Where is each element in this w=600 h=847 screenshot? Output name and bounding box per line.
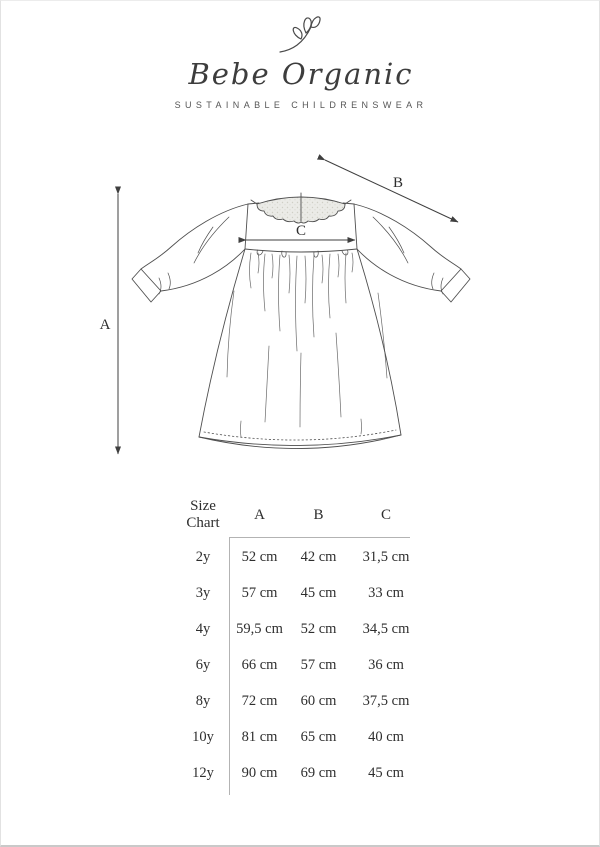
value-b-cell: 60 cm <box>300 692 337 709</box>
column-header-b: B <box>313 506 324 523</box>
value-a-cell: 66 cm <box>241 656 278 673</box>
sprig-leaf-icon <box>277 13 323 55</box>
size-cell: 6y <box>195 656 211 673</box>
table-row <box>177 575 425 611</box>
brand-tagline: SUSTAINABLE CHILDRENSWEAR <box>174 100 428 110</box>
size-cell: 8y <box>195 692 211 709</box>
value-b-cell: 45 cm <box>300 584 337 601</box>
value-a-cell: 90 cm <box>241 764 278 781</box>
measure-label-a: A <box>99 317 111 333</box>
value-a-cell: 57 cm <box>241 584 278 601</box>
value-c-cell: 33 cm <box>368 584 404 601</box>
table-title: Size Chart <box>186 497 220 531</box>
size-cell: 10y <box>192 728 214 745</box>
size-chart-table <box>177 491 425 796</box>
measure-label-c: C <box>295 223 307 239</box>
value-c-cell: 31,5 cm <box>362 548 410 565</box>
table-row <box>177 755 425 791</box>
value-a-cell: 72 cm <box>241 692 278 709</box>
value-b-cell: 69 cm <box>300 764 337 781</box>
table-header-row <box>177 491 425 539</box>
table-row <box>177 647 425 683</box>
size-cell: 4y <box>195 620 211 637</box>
brand-header <box>1 1 600 131</box>
value-c-cell: 34,5 cm <box>362 620 410 637</box>
table-body <box>177 539 425 791</box>
value-a-cell: 81 cm <box>241 728 278 745</box>
table-row <box>177 539 425 575</box>
value-a-cell: 52 cm <box>241 548 278 565</box>
value-b-cell: 57 cm <box>300 656 337 673</box>
value-a-cell: 59,5 cm <box>236 620 283 637</box>
measure-label-b: B <box>392 175 404 191</box>
table-row <box>177 719 425 755</box>
measurement-diagram <box>1 141 600 471</box>
size-cell: 2y <box>195 548 211 565</box>
value-b-cell: 65 cm <box>300 728 337 745</box>
value-b-cell: 42 cm <box>300 548 337 565</box>
column-header-c: C <box>380 506 391 523</box>
table-row <box>177 611 425 647</box>
brand-name: Bebe Organic <box>188 57 414 91</box>
value-c-cell: 45 cm <box>368 764 404 781</box>
table-row <box>177 683 425 719</box>
table-horizontal-rule <box>229 537 410 538</box>
dress-illustration <box>1 141 600 471</box>
value-c-cell: 37,5 cm <box>362 692 410 709</box>
value-c-cell: 36 cm <box>368 656 404 673</box>
value-b-cell: 52 cm <box>300 620 337 637</box>
size-cell: 12y <box>192 764 214 781</box>
value-c-cell: 40 cm <box>368 728 404 745</box>
size-cell: 3y <box>195 584 211 601</box>
column-header-a: A <box>254 506 265 523</box>
